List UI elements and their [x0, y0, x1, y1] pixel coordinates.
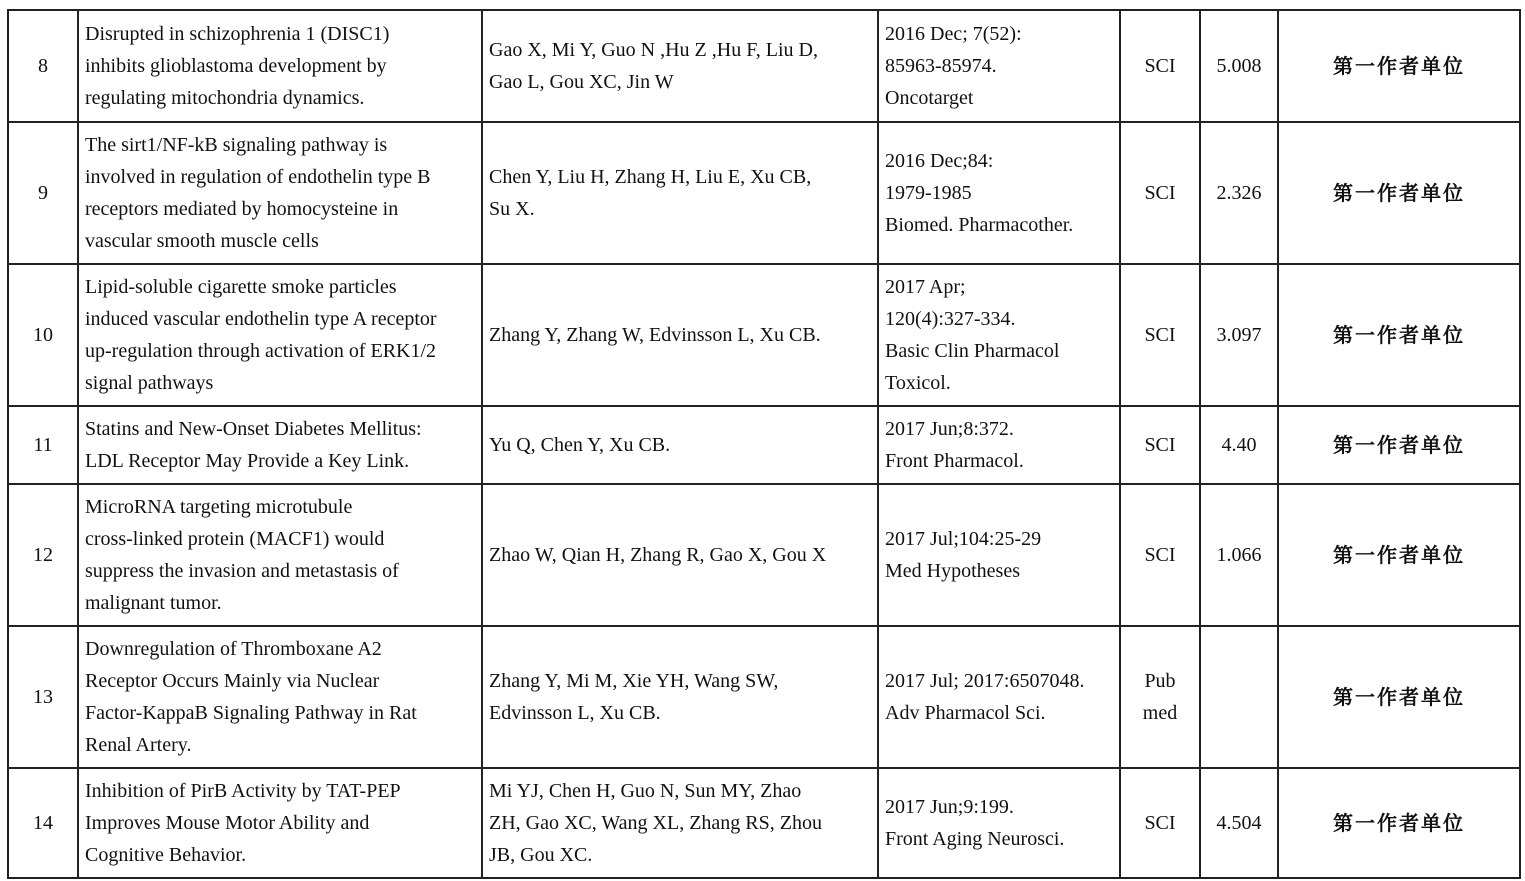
- impact-factor: 2.326: [1216, 182, 1262, 204]
- paper-title-cell: [78, 768, 482, 878]
- author-unit: 第一作者单位: [1333, 543, 1465, 567]
- table-row: [8, 626, 1520, 768]
- paper-title-line: Renal Artery.: [85, 734, 192, 756]
- paper-title-line: Disrupted in schizophrenia 1 (DISC1): [85, 23, 390, 45]
- paper-authors-cell: [482, 264, 878, 406]
- paper-authors-line: JB, Gou XC.: [489, 844, 593, 866]
- paper-authors-line: Gao X, Mi Y, Guo N ,Hu Z ,Hu F, Liu D,: [489, 39, 818, 61]
- author-unit: 第一作者单位: [1333, 54, 1465, 78]
- paper-title-line: LDL Receptor May Provide a Key Link.: [85, 450, 410, 472]
- paper-authors-line: Yu Q, Chen Y, Xu CB.: [489, 434, 671, 456]
- paper-title-line: vascular smooth muscle cells: [85, 230, 319, 252]
- journal-info-line: Adv Pharmacol Sci.: [885, 702, 1046, 724]
- journal-info-line: Med Hypotheses: [885, 560, 1020, 582]
- paper-title-line: signal pathways: [85, 372, 214, 394]
- row-number: 10: [33, 324, 53, 346]
- paper-title-cell: [78, 406, 482, 484]
- paper-authors-line: Chen Y, Liu H, Zhang H, Liu E, Xu CB,: [489, 166, 812, 188]
- paper-title-line: Receptor Occurs Mainly via Nuclear: [85, 670, 380, 692]
- impact-factor: 4.504: [1216, 812, 1262, 834]
- index-type-cell: [1120, 406, 1200, 484]
- journal-info-line: 85963-85974.: [885, 55, 997, 77]
- row-number: 8: [38, 55, 48, 77]
- journal-info-line: 2017 Apr;: [885, 276, 966, 298]
- index-type-cell: [1120, 122, 1200, 264]
- paper-title-line: suppress the invasion and metastasis of: [85, 560, 399, 582]
- row-number-cell: [8, 484, 78, 626]
- journal-info-cell: [878, 484, 1120, 626]
- paper-authors-line: Mi YJ, Chen H, Guo N, Sun MY, Zhao: [489, 780, 802, 802]
- paper-authors-cell: [482, 768, 878, 878]
- paper-title-cell: [78, 626, 482, 768]
- author-unit-cell: [1278, 768, 1520, 878]
- paper-title-cell: [78, 122, 482, 264]
- row-number-cell: [8, 626, 78, 768]
- impact-factor-cell: [1200, 768, 1278, 878]
- author-unit: 第一作者单位: [1333, 685, 1465, 709]
- row-number: 12: [33, 544, 53, 566]
- paper-title-line: MicroRNA targeting microtubule: [85, 496, 353, 518]
- journal-info-cell: [878, 406, 1120, 484]
- paper-title-line: inhibits glioblastoma development by: [85, 55, 387, 77]
- paper-title-cell: [78, 484, 482, 626]
- index-type-line: SCI: [1144, 544, 1176, 566]
- row-number: 13: [33, 686, 53, 708]
- journal-info-line: Biomed. Pharmacother.: [885, 214, 1074, 236]
- paper-authors-line: Gao L, Gou XC, Jin W: [489, 71, 674, 93]
- journal-info-line: Oncotarget: [885, 87, 974, 109]
- journal-info-cell: [878, 264, 1120, 406]
- row-number-cell: [8, 406, 78, 484]
- author-unit: 第一作者单位: [1333, 433, 1465, 457]
- table-row: [8, 264, 1520, 406]
- publication-table-body: [8, 10, 1520, 878]
- table-row: [8, 768, 1520, 878]
- impact-factor: 5.008: [1216, 55, 1262, 77]
- paper-title-line: Inhibition of PirB Activity by TAT-PEP: [85, 780, 401, 802]
- journal-info-line: Front Aging Neurosci.: [885, 828, 1065, 850]
- paper-title-cell: [78, 10, 482, 122]
- author-unit-cell: [1278, 484, 1520, 626]
- paper-title-line: malignant tumor.: [85, 592, 222, 614]
- paper-title-line: cross-linked protein (MACF1) would: [85, 528, 385, 550]
- journal-info-line: 120(4):327-334.: [885, 308, 1016, 330]
- impact-factor: 3.097: [1216, 324, 1262, 346]
- author-unit-cell: [1278, 264, 1520, 406]
- journal-info-line: Toxicol.: [885, 372, 951, 394]
- paper-title-line: Downregulation of Thromboxane A2: [85, 638, 382, 660]
- author-unit: 第一作者单位: [1333, 181, 1465, 205]
- paper-authors-line: ZH, Gao XC, Wang XL, Zhang RS, Zhou: [489, 812, 822, 834]
- paper-authors-line: Zhang Y, Mi M, Xie YH, Wang SW,: [489, 670, 779, 692]
- table-row: [8, 122, 1520, 264]
- paper-title-line: involved in regulation of endothelin type B: [85, 166, 431, 188]
- paper-authors-line: Zhang Y, Zhang W, Edvinsson L, Xu CB.: [489, 324, 821, 346]
- paper-authors-cell: [482, 626, 878, 768]
- journal-info-line: 2017 Jun;8:372.: [885, 418, 1014, 440]
- impact-factor-cell: [1200, 10, 1278, 122]
- index-type-line: SCI: [1144, 434, 1176, 456]
- paper-title-line: Lipid-soluble cigarette smoke particles: [85, 276, 397, 298]
- index-type-line: med: [1142, 702, 1178, 724]
- journal-info-line: 2016 Dec;84:: [885, 150, 994, 172]
- index-type-cell: [1120, 484, 1200, 626]
- impact-factor-cell: [1200, 122, 1278, 264]
- paper-title-line: Cognitive Behavior.: [85, 844, 247, 866]
- journal-info-line: Basic Clin Pharmacol: [885, 340, 1060, 362]
- row-number: 9: [38, 182, 48, 204]
- index-type-line: SCI: [1144, 182, 1176, 204]
- row-number: 14: [33, 812, 53, 834]
- table-row: [8, 10, 1520, 122]
- row-number: 11: [33, 434, 53, 456]
- row-number-cell: [8, 264, 78, 406]
- paper-title-line: Statins and New-Onset Diabetes Mellitus:: [85, 418, 422, 440]
- index-type-cell: [1120, 626, 1200, 768]
- author-unit-cell: [1278, 10, 1520, 122]
- paper-authors-cell: [482, 484, 878, 626]
- table-row: [8, 484, 1520, 626]
- row-number-cell: [8, 10, 78, 122]
- paper-title-line: Factor-KappaB Signaling Pathway in Rat: [85, 702, 417, 724]
- journal-info-cell: [878, 768, 1120, 878]
- index-type-line: SCI: [1144, 324, 1176, 346]
- journal-info-cell: [878, 122, 1120, 264]
- impact-factor-cell: [1200, 626, 1278, 768]
- paper-authors-line: Zhao W, Qian H, Zhang R, Gao X, Gou X: [489, 544, 827, 566]
- paper-title-line: up-regulation through activation of ERK1/2: [85, 340, 437, 362]
- table-row: [8, 406, 1520, 484]
- paper-title-line: Improves Mouse Motor Ability and: [85, 812, 370, 834]
- author-unit-cell: [1278, 122, 1520, 264]
- publication-table: [7, 9, 1521, 879]
- impact-factor: 4.40: [1221, 434, 1257, 456]
- index-type-cell: [1120, 768, 1200, 878]
- paper-authors-cell: [482, 10, 878, 122]
- paper-authors-line: Edvinsson L, Xu CB.: [489, 702, 661, 724]
- paper-authors-cell: [482, 122, 878, 264]
- journal-info-line: 2016 Dec; 7(52):: [885, 23, 1022, 45]
- index-type-cell: [1120, 10, 1200, 122]
- journal-info-line: 1979-1985: [885, 182, 972, 204]
- journal-info-line: 2017 Jun;9:199.: [885, 796, 1014, 818]
- author-unit-cell: [1278, 406, 1520, 484]
- index-type-line: SCI: [1144, 55, 1176, 77]
- paper-title-cell: [78, 264, 482, 406]
- row-number-cell: [8, 122, 78, 264]
- impact-factor-cell: [1200, 484, 1278, 626]
- paper-title-line: receptors mediated by homocysteine in: [85, 198, 399, 220]
- paper-authors-cell: [482, 406, 878, 484]
- row-number-cell: [8, 768, 78, 878]
- paper-authors-line: Su X.: [489, 198, 535, 220]
- author-unit-cell: [1278, 626, 1520, 768]
- impact-factor-cell: [1200, 406, 1278, 484]
- journal-info-line: 2017 Jul;104:25-29: [885, 528, 1042, 550]
- index-type-line: Pub: [1144, 670, 1176, 692]
- index-type-cell: [1120, 264, 1200, 406]
- author-unit: 第一作者单位: [1333, 323, 1465, 347]
- index-type-line: SCI: [1144, 812, 1176, 834]
- paper-title-line: The sirt1/NF-kB signaling pathway is: [85, 134, 388, 156]
- paper-title-line: induced vascular endothelin type A receptor: [85, 308, 437, 330]
- impact-factor-cell: [1200, 264, 1278, 406]
- impact-factor: 1.066: [1216, 544, 1262, 566]
- journal-info-cell: [878, 626, 1120, 768]
- author-unit: 第一作者单位: [1333, 811, 1465, 835]
- paper-title-line: regulating mitochondria dynamics.: [85, 87, 365, 109]
- journal-info-cell: [878, 10, 1120, 122]
- journal-info-line: 2017 Jul; 2017:6507048.: [885, 670, 1085, 692]
- journal-info-line: Front Pharmacol.: [885, 450, 1024, 472]
